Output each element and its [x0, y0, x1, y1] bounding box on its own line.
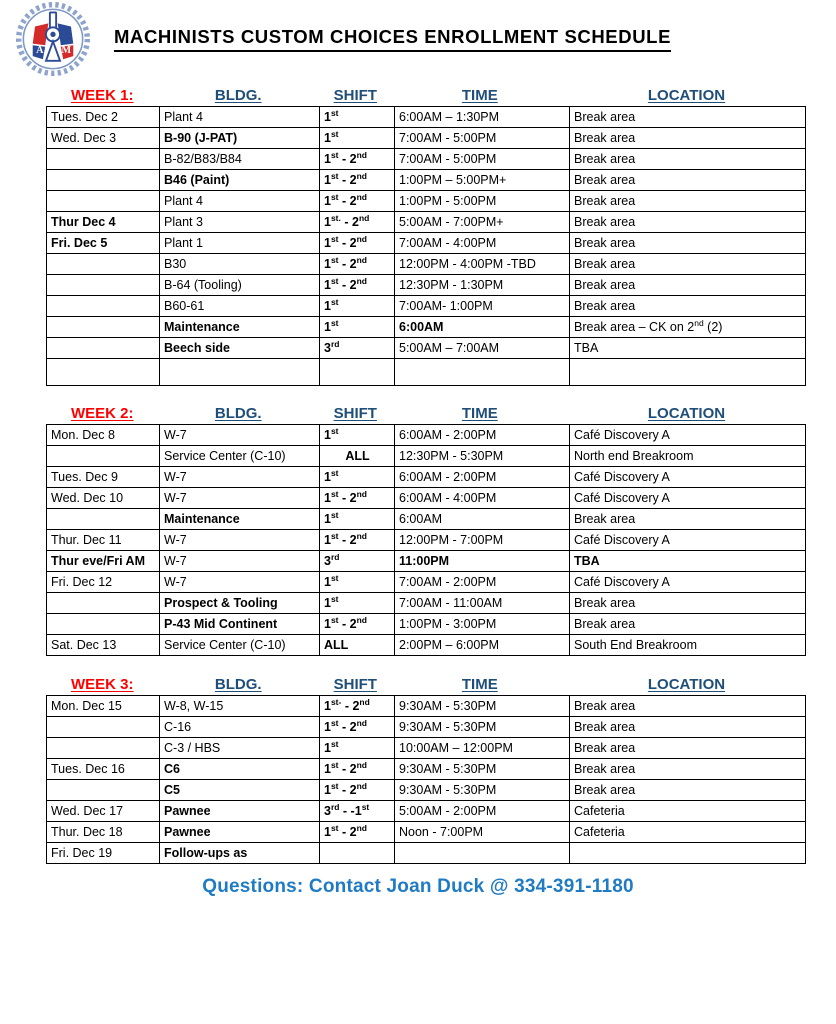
cell-location: Café Discovery A	[570, 425, 806, 446]
column-header-row	[46, 400, 806, 422]
cell-location: Break area	[570, 614, 806, 635]
cell-shift: 1st	[320, 317, 395, 338]
cell-building: Pawnee	[160, 822, 320, 843]
cell-building: Beech side	[160, 338, 320, 359]
cell-shift: 1st - 2nd	[320, 530, 395, 551]
cell-shift: 3rd	[320, 338, 395, 359]
cell-shift: 1st	[320, 509, 395, 530]
cell-building: Maintenance	[160, 509, 320, 530]
table-row	[47, 170, 806, 191]
cell-shift: 1st - 2nd	[320, 780, 395, 801]
cell-time: 6:00AM	[395, 317, 570, 338]
cell-shift: 1st - 2nd	[320, 149, 395, 170]
cell-shift: 1st - 2nd	[320, 822, 395, 843]
column-header-shift: SHIFT	[333, 87, 377, 104]
cell-time	[395, 843, 570, 864]
table-row	[47, 530, 806, 551]
cell-time	[395, 359, 570, 386]
cell-building: W-7	[160, 467, 320, 488]
cell-day: Tues. Dec 2	[47, 107, 160, 128]
week-block-3	[0, 671, 836, 864]
cell-shift: ALL	[320, 635, 395, 656]
week-block-2	[0, 400, 836, 656]
cell-location: Break area	[570, 170, 806, 191]
cell-time: 7:00AM - 2:00PM	[395, 572, 570, 593]
schedule-table-week-1	[46, 106, 806, 386]
week-label: WEEK 2:	[71, 405, 134, 422]
contact-footer: Questions: Contact Joan Duck @ 334-391-1180	[202, 876, 634, 897]
column-header-bldg: BLDG.	[214, 87, 262, 104]
cell-day: Tues. Dec 9	[47, 467, 160, 488]
table-row	[47, 822, 806, 843]
cell-time: 9:30AM - 5:30PM	[395, 696, 570, 717]
cell-shift: 1st	[320, 738, 395, 759]
column-header-location: LOCATION	[647, 87, 726, 104]
cell-day: Thur Dec 4	[47, 212, 160, 233]
cell-day: Fri. Dec 12	[47, 572, 160, 593]
cell-shift: 1st - 2nd	[320, 170, 395, 191]
table-row	[47, 593, 806, 614]
cell-time: 5:00AM - 7:00PM+	[395, 212, 570, 233]
column-header-location: LOCATION	[647, 405, 726, 422]
cell-time: 5:00AM – 7:00AM	[395, 338, 570, 359]
cell-location: Café Discovery A	[570, 572, 806, 593]
cell-building	[160, 359, 320, 386]
cell-building: P-43 Mid Continent	[160, 614, 320, 635]
cell-location: Café Discovery A	[570, 530, 806, 551]
column-header-time: TIME	[461, 676, 498, 693]
table-row	[47, 467, 806, 488]
cell-location: Break area	[570, 509, 806, 530]
document-header	[0, 0, 836, 78]
cell-time: 6:00AM – 1:30PM	[395, 107, 570, 128]
cell-building: B60-61	[160, 296, 320, 317]
cell-day	[47, 191, 160, 212]
schedule-table-week-2	[46, 424, 806, 656]
svg-text:M: M	[61, 45, 72, 57]
cell-time: 9:30AM - 5:30PM	[395, 780, 570, 801]
cell-shift: 1st - 2nd	[320, 759, 395, 780]
cell-building: Plant 4	[160, 191, 320, 212]
cell-building: Pawnee	[160, 801, 320, 822]
column-header-time: TIME	[461, 405, 498, 422]
column-header-row	[46, 82, 806, 104]
cell-location: Café Discovery A	[570, 467, 806, 488]
cell-day: Wed. Dec 17	[47, 801, 160, 822]
week-label: WEEK 1:	[71, 87, 134, 104]
cell-time: 7:00AM- 1:00PM	[395, 296, 570, 317]
table-row	[47, 191, 806, 212]
column-header-time: TIME	[461, 87, 498, 104]
table-row	[47, 212, 806, 233]
table-row	[47, 717, 806, 738]
cell-location: Break area	[570, 296, 806, 317]
cell-day: Fri. Dec 5	[47, 233, 160, 254]
cell-shift: 1st - 2nd	[320, 614, 395, 635]
table-row	[47, 635, 806, 656]
cell-location: Break area	[570, 717, 806, 738]
cell-location: Break area	[570, 254, 806, 275]
cell-shift	[320, 359, 395, 386]
cell-time: 7:00AM - 5:00PM	[395, 128, 570, 149]
cell-building: B-90 (J-PAT)	[160, 128, 320, 149]
cell-location: Break area	[570, 149, 806, 170]
cell-location: TBA	[570, 338, 806, 359]
cell-day	[47, 254, 160, 275]
cell-location: Break area	[570, 191, 806, 212]
cell-day	[47, 149, 160, 170]
cell-time: 1:00PM - 3:00PM	[395, 614, 570, 635]
iam-machinists-union-logo-icon	[14, 0, 92, 78]
cell-building: B-82/B83/B84	[160, 149, 320, 170]
cell-day	[47, 338, 160, 359]
cell-location: South End Breakroom	[570, 635, 806, 656]
table-row	[47, 446, 806, 467]
cell-shift: 1st - 2nd	[320, 191, 395, 212]
cell-shift: $1^{st-} - 2nd$	[320, 696, 395, 717]
cell-shift: 1st - 2nd	[320, 275, 395, 296]
cell-time: 12:30PM - 1:30PM	[395, 275, 570, 296]
table-row	[47, 296, 806, 317]
cell-building: W-7	[160, 572, 320, 593]
cell-building: C-3 / HBS	[160, 738, 320, 759]
cell-building: C5	[160, 780, 320, 801]
cell-building: Service Center (C-10)	[160, 446, 320, 467]
cell-time: 6:00AM	[395, 509, 570, 530]
table-row	[47, 509, 806, 530]
column-header-shift: SHIFT	[333, 676, 377, 693]
cell-building: Plant 3	[160, 212, 320, 233]
cell-day	[47, 296, 160, 317]
cell-location: Cafeteria	[570, 822, 806, 843]
cell-building: Service Center (C-10)	[160, 635, 320, 656]
cell-day	[47, 780, 160, 801]
cell-building: B30	[160, 254, 320, 275]
cell-day	[47, 170, 160, 191]
cell-shift: 1st - 2nd	[320, 233, 395, 254]
cell-time: 1:00PM - 5:00PM	[395, 191, 570, 212]
table-row	[47, 696, 806, 717]
cell-day: Sat. Dec 13	[47, 635, 160, 656]
cell-shift: 1st	[320, 467, 395, 488]
table-row	[47, 738, 806, 759]
table-row	[47, 614, 806, 635]
cell-shift: 3rd - -1st	[320, 801, 395, 822]
cell-shift: 3rd	[320, 551, 395, 572]
cell-shift: 1st	[320, 128, 395, 149]
table-row	[47, 317, 806, 338]
cell-time: 7:00AM - 11:00AM	[395, 593, 570, 614]
cell-location: Break area	[570, 212, 806, 233]
cell-day: Thur eve/Fri AM	[47, 551, 160, 572]
week-label: WEEK 3:	[71, 676, 134, 693]
column-header-bldg: BLDG.	[214, 405, 262, 422]
cell-time: 9:30AM - 5:30PM	[395, 717, 570, 738]
cell-building: Follow-ups as	[160, 843, 320, 864]
cell-building: W-8, W-15	[160, 696, 320, 717]
cell-time: 9:30AM - 5:30PM	[395, 759, 570, 780]
cell-building: Prospect & Tooling	[160, 593, 320, 614]
table-row	[47, 149, 806, 170]
cell-day: Wed. Dec 3	[47, 128, 160, 149]
cell-day: Fri. Dec 19	[47, 843, 160, 864]
cell-time: 12:00PM - 4:00PM -TBD	[395, 254, 570, 275]
cell-shift: 1st	[320, 107, 395, 128]
table-row	[47, 843, 806, 864]
table-row	[47, 359, 806, 386]
page-title: MACHINISTS CUSTOM CHOICES ENROLLMENT SCHEDULE	[114, 26, 671, 52]
column-header-shift: SHIFT	[333, 405, 377, 422]
table-row	[47, 275, 806, 296]
table-row	[47, 780, 806, 801]
cell-shift: 1st	[320, 572, 395, 593]
cell-shift: 1st - 2nd	[320, 254, 395, 275]
cell-day	[47, 317, 160, 338]
column-header-row	[46, 671, 806, 693]
column-header-location: LOCATION	[647, 676, 726, 693]
cell-building: W-7	[160, 551, 320, 572]
cell-location: Break area	[570, 275, 806, 296]
cell-shift: 1st	[320, 593, 395, 614]
cell-time: Noon - 7:00PM	[395, 822, 570, 843]
cell-day: Tues. Dec 16	[47, 759, 160, 780]
cell-day	[47, 717, 160, 738]
cell-location: Break area	[570, 780, 806, 801]
table-row	[47, 759, 806, 780]
cell-location: Break area	[570, 696, 806, 717]
cell-time: 1:00PM – 5:00PM+	[395, 170, 570, 191]
cell-day	[47, 509, 160, 530]
cell-location: Break area	[570, 107, 806, 128]
cell-time: 7:00AM - 5:00PM	[395, 149, 570, 170]
cell-day: Thur. Dec 18	[47, 822, 160, 843]
table-row	[47, 338, 806, 359]
cell-location	[570, 843, 806, 864]
cell-building: B-64 (Tooling)	[160, 275, 320, 296]
cell-location: Café Discovery A	[570, 488, 806, 509]
cell-building: C6	[160, 759, 320, 780]
cell-location: Break area	[570, 593, 806, 614]
cell-building: W-7	[160, 488, 320, 509]
cell-time: 6:00AM - 2:00PM	[395, 425, 570, 446]
cell-building: Maintenance	[160, 317, 320, 338]
cell-time: 5:00AM - 2:00PM	[395, 801, 570, 822]
cell-day: Wed. Dec 10	[47, 488, 160, 509]
cell-day	[47, 446, 160, 467]
cell-time: 6:00AM - 4:00PM	[395, 488, 570, 509]
week-block-1	[0, 82, 836, 386]
cell-location: TBA	[570, 551, 806, 572]
cell-day	[47, 359, 160, 386]
cell-building: C-16	[160, 717, 320, 738]
table-row	[47, 801, 806, 822]
cell-day: Mon. Dec 15	[47, 696, 160, 717]
cell-building: Plant 4	[160, 107, 320, 128]
table-row	[47, 254, 806, 275]
cell-time: 2:00PM – 6:00PM	[395, 635, 570, 656]
cell-day	[47, 738, 160, 759]
cell-building: Plant 1	[160, 233, 320, 254]
schedule-table-week-3	[46, 695, 806, 864]
cell-time: 6:00AM - 2:00PM	[395, 467, 570, 488]
cell-shift: ALL	[320, 446, 395, 467]
cell-shift: 1st	[320, 296, 395, 317]
cell-time: 12:30PM - 5:30PM	[395, 446, 570, 467]
cell-time: 10:00AM – 12:00PM	[395, 738, 570, 759]
cell-time: 12:00PM - 7:00PM	[395, 530, 570, 551]
cell-day: Mon. Dec 8	[47, 425, 160, 446]
cell-shift: $1^{st.} - 2nd$	[320, 212, 395, 233]
cell-shift	[320, 843, 395, 864]
cell-building: B46 (Paint)	[160, 170, 320, 191]
cell-time: 11:00PM	[395, 551, 570, 572]
cell-day	[47, 614, 160, 635]
cell-location: North end Breakroom	[570, 446, 806, 467]
cell-time: 7:00AM - 4:00PM	[395, 233, 570, 254]
cell-location: Break area	[570, 759, 806, 780]
cell-building: W-7	[160, 425, 320, 446]
cell-day	[47, 275, 160, 296]
cell-location	[570, 359, 806, 386]
svg-text:A: A	[36, 45, 44, 57]
cell-day	[47, 593, 160, 614]
table-row	[47, 233, 806, 254]
cell-location: Break area – CK on 2nd (2)	[570, 317, 806, 338]
cell-building: W-7	[160, 530, 320, 551]
table-row	[47, 425, 806, 446]
cell-day: Thur. Dec 11	[47, 530, 160, 551]
table-row	[47, 551, 806, 572]
cell-location: Break area	[570, 128, 806, 149]
column-header-bldg: BLDG.	[214, 676, 262, 693]
table-row	[47, 107, 806, 128]
cell-location: Break area	[570, 233, 806, 254]
cell-location: Break area	[570, 738, 806, 759]
cell-shift: 1st	[320, 425, 395, 446]
cell-shift: 1st - 2nd	[320, 488, 395, 509]
table-row	[47, 572, 806, 593]
cell-shift: 1st - 2nd	[320, 717, 395, 738]
cell-location: Cafeteria	[570, 801, 806, 822]
schedule-body	[0, 82, 836, 864]
table-row	[47, 128, 806, 149]
table-row	[47, 488, 806, 509]
